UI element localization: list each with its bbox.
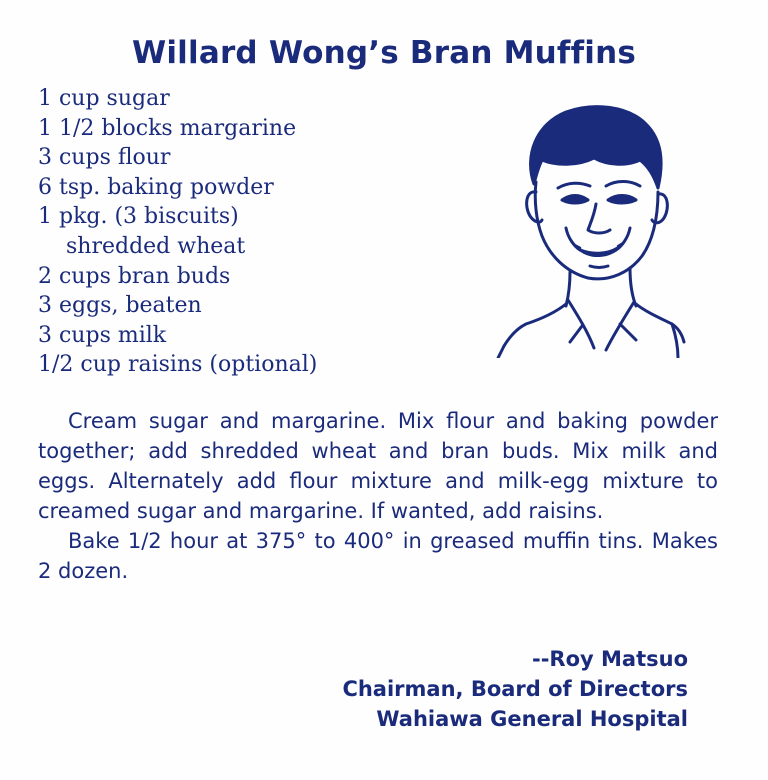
ingredient-item: 3 eggs, beaten bbox=[38, 293, 202, 319]
directions-paragraph: Bake 1/2 hour at 375° to 400° in greased muffin tins. Makes 2 dozen. bbox=[38, 529, 718, 583]
recipe-title: Willard Wong’s Bran Muffins bbox=[131, 34, 637, 71]
ingredient-item: 1 pkg. (3 biscuits) bbox=[38, 204, 239, 230]
ingredient-item: 3 cups flour bbox=[38, 145, 171, 171]
ingredient-item: 6 tsp. baking powder bbox=[38, 174, 274, 200]
ingredient-list bbox=[38, 84, 317, 380]
signature-name: --Roy Matsuo bbox=[531, 647, 688, 671]
signature-title: Chairman, Board of Directors bbox=[342, 677, 688, 701]
ingredient-item: 1 1/2 blocks margarine bbox=[38, 115, 297, 141]
ingredient-item: 1 cup sugar bbox=[38, 86, 170, 111]
signature-organization: Wahiawa General Hospital bbox=[376, 707, 688, 731]
directions-paragraph: Cream sugar and margarine. Mix flour and baking powder together; add shredded wheat and bran buds. Mix milk and eggs. Alternately add flour mixture and milk-egg mixture to creamed sugar and margarine. If wanted, add raisins. bbox=[38, 409, 718, 523]
ingredient-item: 2 cups bran buds bbox=[38, 263, 231, 289]
portrait-sketch-icon bbox=[496, 96, 686, 358]
ingredient-item-continuation: shredded wheat bbox=[66, 233, 246, 259]
ingredient-item: 1/2 cup raisins (optional) bbox=[38, 352, 318, 378]
signature-block bbox=[342, 644, 688, 734]
directions-section bbox=[38, 406, 718, 586]
ingredient-item: 3 cups milk bbox=[38, 322, 167, 348]
